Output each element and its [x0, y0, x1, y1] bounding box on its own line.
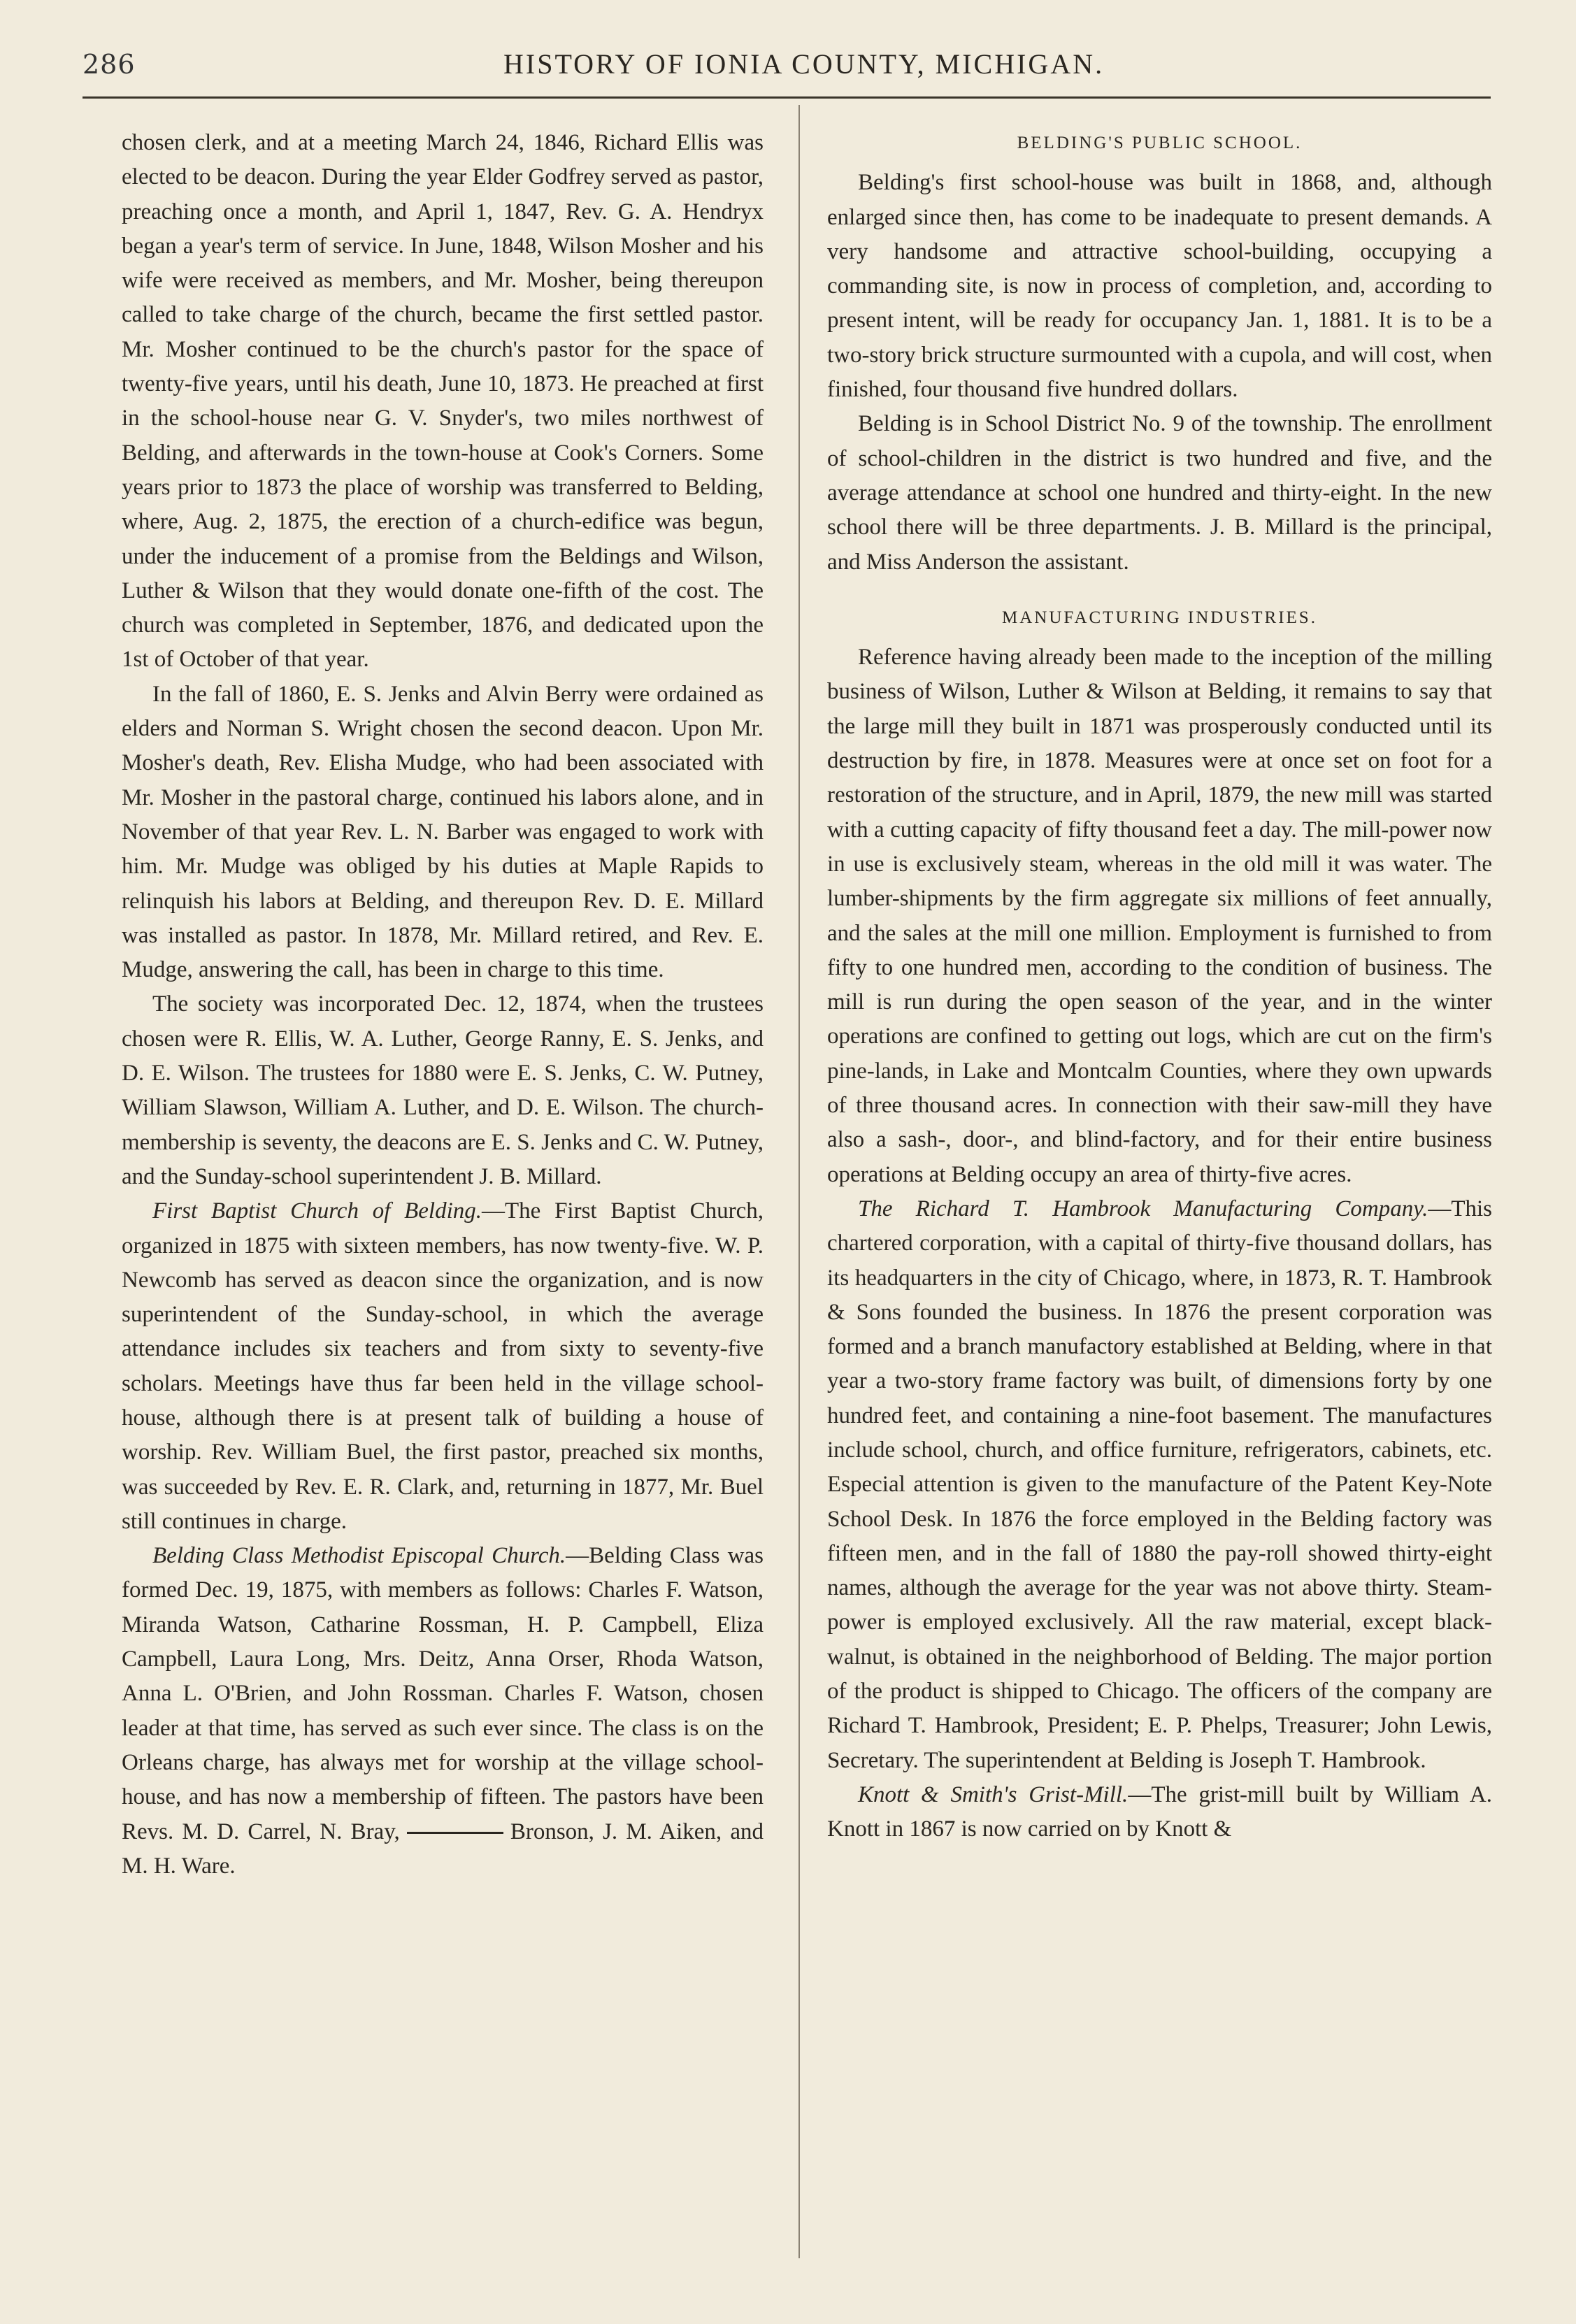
running-head: HISTORY OF IONIA COUNTY, MICHIGAN.	[503, 48, 1105, 80]
section-heading-manufacturing: MANUFACTURING INDUSTRIES.	[1002, 608, 1317, 627]
paragraph	[827, 1778, 1492, 1847]
section-title-methodist: Belding Class Methodist Episcopal Church.	[152, 1543, 566, 1569]
paragraph: Belding is in School District No. 9 of the township. The enrollment of school-children in the district is two hundred and five, and the average attendance at school one hundred and thirty-eight. In the new school there will be three departments. J. B. Millard is the principal, and Miss Anderson the assistant.	[827, 411, 1492, 575]
paragraph: The society was incorporated Dec. 12, 1874, when the trustees chosen were R. Ellis, W. A. Luther, George Ranny, E. S. Jenks, and D. E. Wilson. The trustees for 1880 were E. S. Jenks, C. W. Putney, William Slawson, William A. Luther, and D. E. Wilson. The church-membership is seventy, the deacons are E. S. Jenks and C. W. Putney, and the Sunday-school superintendent J. B. Millard.	[122, 991, 764, 1189]
paragraph-body: —The First Baptist Church, organized in 1875 with sixteen members, has now twenty-five. W. P. Newcomb has served as deacon since the organization, and is now superintendent of the Sunday-school, in which the average attendance includes six teachers and from sixty to seventy-five scholars. Meetings have thus far been held in the village school-house, although there is at present talk of building a house of worship. Rev. William Buel, the first pastor, preached six months, was succeeded by Rev. E. R. Clark, and, returning in 1877, Mr. Buel still continues in charge.	[122, 1198, 764, 1534]
column-divider	[798, 105, 800, 2258]
paragraph: In the fall of 1860, E. S. Jenks and Alvin Berry were ordained as elders and Norman S. Wright chosen the second deacon. Upon Mr. Mosher's death, Rev. Elisha Mudge, who had been associated with Mr. Mosher in the pastoral charge, continued his labors alone, and in November of that year Rev. L. N. Barber was engaged to work with him. Mr. Mudge was obliged by his duties at Maple Rapids to relinquish his labors at Belding, and thereupon Rev. D. E. Millard was installed as pastor. In 1878, Mr. Millard retired, and Rev. E. Mudge, answering the call, has been in charge to this time.	[122, 681, 764, 983]
header-rule	[83, 96, 1491, 99]
paragraph: chosen clerk, and at a meeting March 24, 1846, Richard Ellis was elected to be deacon. During the year Elder Godfrey served as pastor, preaching once a month, and April 1, 1847, Rev. G. A. Hendryx began a year's term of service. In June, 1848, Wilson Mosher and his wife were received as members, and Mr. Mosher, being thereupon called to take charge of the church, became the first settled pastor. Mr. Mosher continued to be the church's pastor for the space of twenty-five years, until his death, June 10, 1873. He preached at first in the school-house near G. V. Snyder's, two miles northwest of Belding, and afterwards in the town-house at Cook's Corners. Some years prior to 1873 the place of worship was transferred to Belding, where, Aug. 2, 1875, the erection of a church-edifice was begun, under the inducement of a promise from the Beldings and Wilson, Luther & Wilson that they would donate one-fifth of the cost. The church was completed in September, 1876, and dedicated upon the 1st of October of that year.	[122, 130, 764, 673]
paragraph-body-end: Bronson, J. M. Aiken, and M. H. Ware.	[122, 1819, 764, 1879]
section-title-hambrook: The Richard T. Hambrook Manufacturing Company.	[858, 1196, 1428, 1221]
page-number: 286	[83, 49, 136, 80]
blank-dash	[407, 1832, 503, 1834]
paragraph	[827, 1192, 1492, 1778]
paragraph	[122, 1539, 764, 1884]
paragraph: Belding's first school-house was built in 1868, and, although enlarged since then, has come to be inadequate to present demands. A very handsome and attractive school-building, occupying a commanding site, is now in process of completion, and, according to present intent, will be ready for occupancy Jan. 1, 1881. It is to be a two-story brick structure surmounted with a cupola, and will cost, when finished, four thousand five hundred dollars.	[827, 170, 1492, 403]
paragraph: Reference having already been made to the inception of the milling business of Wilson, Luther & Wilson at Belding, it remains to say that the large mill they built in 1871 was prosperously conducted until its destruction by fire, in 1878. Measures were at once set on foot for a restoration of the structure, and in April, 1879, the new mill was started with a cutting capacity of fifty thousand feet a day. The mill-power now in use is exclusively steam, whereas in the old mill it was water. The lumber-shipments by the firm aggregate six millions of feet annually, and the sales at the mill one million. Employment is furnished to from fifty to one hundred men, according to the condition of business. The mill is run during the open season of the year, and in the winter operations are confined to getting out logs, which are cut on the firm's pine-lands, in Lake and Montcalm Counties, where they own upwards of three thousand acres. In connection with their saw-mill they have also a sash-, door-, and blind-factory, and for their entire business operations at Belding occupy an area of thirty-five acres.	[827, 645, 1492, 1187]
paragraph-body: —The grist-mill built by William A. Knott in 1867 is now carried on by Knott &	[827, 1781, 1492, 1842]
paragraph-body: —Belding Class was formed Dec. 19, 1875, with members as follows: Charles F. Watson, Miranda Watson, Catharine Rossman, H. P. Campbell, Eliza Campbell, Laura Long, Mrs. Deitz, Anna Orser, Rhoda Watson, Anna L. O'Brien, and John Rossman. Charles F. Watson, chosen leader at that time, has served as such ever since. The class is on the Orleans charge, has always met for worship at the village school-house, and has now a membership of fifteen. The pastors have been Revs. M. D. Carrel, N. Bray,	[122, 1543, 764, 1844]
left-column	[122, 126, 764, 1884]
section-title-baptist: First Baptist Church of Belding.	[152, 1198, 482, 1224]
paragraph	[122, 1194, 764, 1539]
paragraph-body: —This chartered corporation, with a capital of thirty-five thousand dollars, has its headquarters in the city of Chicago, where, in 1873, R. T. Hambrook & Sons founded the business. In 1876 the present corporation was formed and a branch manufactory established at Belding, where in that year a two-story frame factory was built, of dimensions forty by one hundred feet, and containing a nine-foot basement. The manufactures include school, church, and office furniture, refrigerators, cabinets, etc. Especial attention is given to the manufacture of the Patent Key-Note School Desk. In 1876 the force employed in the Belding factory was fifteen men, and in the fall of 1880 the pay-roll showed thirty-eight names, although the average for the year was not above thirty. Steam-power is employed exclusively. All the raw material, except black-walnut, is obtained in the neighborhood of Belding. The major portion of the product is shipped to Chicago. The officers of the company are Richard T. Hambrook, President; E. P. Phelps, Treasurer; John Lewis, Secretary. The superintendent at Belding is Joseph T. Hambrook.	[827, 1196, 1492, 1773]
right-column	[827, 126, 1492, 1847]
section-heading-school: BELDING'S PUBLIC SCHOOL.	[1017, 134, 1303, 152]
section-title-knott-smith: Knott & Smith's Grist-Mill.	[858, 1781, 1129, 1807]
